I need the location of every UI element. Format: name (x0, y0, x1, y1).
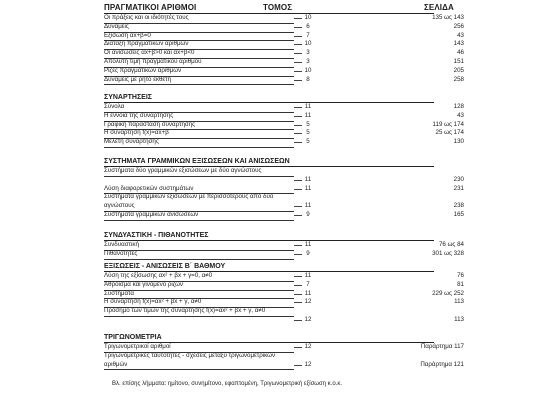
entry-list (104, 103, 464, 147)
entry-page: 25 ως 174 (435, 129, 464, 137)
footer-note: Βλ. επίσης λήμματα: ημίτονο, συνημίτονο, εφαπτομένη, Τριγωνομετρική εξίσωση κ.ο.κ. (112, 381, 343, 387)
index-section (104, 93, 464, 147)
index-section (104, 157, 464, 220)
index-entry (104, 280, 464, 290)
entry-list (104, 167, 464, 220)
entry-volume: 7 (306, 31, 310, 39)
index-entry (104, 103, 464, 112)
entry-page: 119 ως 174 (432, 120, 464, 128)
entry-volume: 11 (304, 103, 312, 110)
leader-line (294, 125, 302, 126)
entry-volume: 11 (304, 184, 312, 192)
entry-topic: Λύση διαφορετικών συστημάτων (104, 185, 294, 195)
index-section (104, 14, 464, 84)
entry-topic: Τριγωνομετρικές ταυτότητες - σχέσεις μεταξύ τριγωνομετρικών αριθμών (104, 352, 294, 371)
header-volume-label: ΤΟΜΟΣ (263, 3, 293, 12)
index-entry (104, 49, 464, 58)
entry-page: 165 (453, 210, 464, 218)
leader-line (294, 53, 302, 54)
index-entry (104, 307, 464, 325)
leader-line (294, 347, 302, 348)
entry-volume: 11 (304, 175, 312, 183)
index-section (104, 231, 464, 259)
entry-page: 43 (457, 31, 464, 39)
entry-volume: 12 (304, 298, 312, 306)
entry-page: 230 (453, 175, 464, 183)
index-section (104, 262, 464, 325)
entry-page: 113 (454, 315, 464, 323)
leader-line (294, 44, 302, 45)
entry-page: 143 (453, 40, 464, 48)
entry-page: 43 (457, 111, 464, 119)
leader-line (294, 302, 302, 303)
entry-topic: Η έννοια της συνάρτησης (104, 112, 294, 122)
entry-volume: 10 (304, 14, 312, 21)
index-entry (104, 120, 464, 130)
index-entry (104, 129, 464, 138)
section-title: ΤΡΙΓΩΝΟΜΕΤΡΙΑ (104, 334, 162, 341)
entry-volume: 10 (304, 40, 312, 48)
entry-volume: 5 (306, 129, 310, 137)
entry-topic: Πρόσημο των τιμών της συνάρτησης f(x)=αx² + βx + γ, α≠0 (104, 307, 294, 317)
entry-volume: 11 (304, 272, 312, 279)
leader-line (294, 254, 302, 255)
index-entry (104, 193, 464, 211)
entry-topic: Συστήματα γραμμικών ανισώσεων (104, 211, 294, 221)
entry-topic: Η συνάρτηση f(x)=αx² + βx + γ, α≠0 (104, 298, 294, 308)
index-entry (104, 66, 464, 76)
entry-volume: 9 (306, 210, 310, 218)
entry-topic: Μελέτη συνάρτησης (104, 138, 294, 148)
index-entry (104, 241, 464, 250)
index-entry (104, 31, 464, 41)
index-entry (104, 289, 464, 299)
section-title: ΕΞΙΣΩΣΕΙΣ - ΑΝΙΣΩΣΕΙΣ Β΄ ΒΑΘΜΟΥ (104, 263, 226, 270)
entry-topic: Λύση της εξίσωσης αx² + βx + γ=0, α≠0 (104, 272, 294, 282)
entry-volume: 5 (306, 120, 310, 128)
entry-volume: 11 (304, 202, 312, 210)
entry-volume: 7 (306, 280, 310, 288)
leader-line (294, 107, 302, 108)
entry-page: 258 (453, 75, 464, 83)
entry-page: 229 ως 252 (432, 289, 464, 297)
entry-topic: Συνδυαστική (104, 241, 294, 251)
leader-line (294, 245, 302, 246)
entry-topic: Ρίζες πραγματικών αριθμών (104, 67, 294, 77)
leader-line (294, 36, 302, 37)
leader-line (294, 189, 302, 190)
entry-list (104, 241, 464, 259)
index-entry (104, 167, 464, 185)
entry-page: 135 ως 143 (432, 14, 464, 21)
entry-topic: Η συνάρτηση f(x)=αx+β (104, 129, 294, 139)
header-page-label: ΣΕΛΙΔΑ (424, 3, 454, 12)
entry-list (104, 14, 464, 84)
entry-page: 76 ως 84 (438, 241, 464, 248)
leader-line (294, 27, 302, 28)
entry-volume: 11 (304, 289, 312, 297)
entry-page: Παράρτημα 121 (420, 360, 464, 368)
entry-topic: Συστήματα δύο γραμμικών εξισώσεων με δύο αγνώστους (104, 167, 294, 177)
leader-line (294, 206, 302, 207)
entry-volume: 12 (304, 343, 312, 350)
entry-topic: Διάταξη πραγματικών αριθμών (104, 40, 294, 50)
index-entry (104, 40, 464, 49)
entry-volume: 3 (306, 49, 310, 57)
leader-line (294, 365, 302, 366)
entry-page: 231 (453, 184, 464, 192)
entry-page: 130 (453, 138, 464, 146)
entry-page: 301 ως 328 (432, 249, 464, 257)
entry-volume: 11 (304, 241, 312, 248)
entry-topic: Συστήματα γραμμικών εξισώσεων με περισσότερους από δύο αγνώστους (104, 193, 294, 212)
entry-topic: Οι ανισώσεις αx+β>0 και αx+β<0 (104, 49, 294, 59)
section-title: ΣΥΝΑΡΤΗΣΕΙΣ (104, 94, 152, 101)
entry-page: 81 (457, 280, 464, 288)
entry-topic: Σύνολα (104, 103, 294, 113)
leader-line (294, 294, 302, 295)
entry-volume: 3 (306, 57, 310, 65)
header-title: ΠΡΑΓΜΑΤΙΚΟΙ ΑΡΙΘΜΟΙ (104, 3, 197, 12)
leader-line (294, 180, 302, 181)
entry-page: 151 (453, 57, 464, 65)
leader-line (294, 18, 302, 19)
index-entry (104, 351, 464, 370)
index-entry (104, 111, 464, 121)
leader-line (294, 215, 302, 216)
entry-volume: 11 (304, 111, 312, 119)
index-section (104, 333, 464, 369)
entry-volume: 9 (306, 249, 310, 257)
leader-line (294, 142, 302, 143)
index-entry (104, 210, 464, 220)
index-entry (104, 184, 464, 194)
entry-topic: Τριγωνομετρικοί αριθμοί (104, 343, 294, 353)
index-entry (104, 75, 464, 85)
index-entry (104, 138, 464, 147)
leader-line (294, 320, 302, 321)
entry-topic: Εξίσωση αx+β=0 (104, 32, 294, 42)
entry-list (104, 343, 464, 369)
entry-page: 205 (453, 66, 464, 74)
leader-line (294, 276, 302, 277)
entry-page: 113 (454, 298, 464, 306)
leader-line (294, 71, 302, 72)
leader-line (294, 116, 302, 117)
entry-list (104, 272, 464, 325)
entry-topic: Δυνάμεις (104, 23, 294, 33)
index-entry (104, 343, 464, 352)
entry-topic: Άθροισμα και γινόμενο ριζών (104, 281, 294, 291)
entry-topic: Συστήματα (104, 290, 294, 300)
index-entry (104, 249, 464, 259)
leader-line (294, 80, 302, 81)
section-title: ΣΥΝΔΥΑΣΤΙΚΗ - ΠΙΘΑΝΟΤΗΤΕΣ (104, 232, 209, 239)
entry-topic: Πιθανότητες (104, 250, 294, 260)
index-entry (104, 22, 464, 32)
entry-topic: Δυνάμεις με ρητό εκθέτη (104, 76, 294, 86)
entry-page: 128 (453, 103, 464, 110)
section-title: ΣΥΣΤΗΜΑΤΑ ΓΡΑΜΜΙΚΩΝ ΕΞΙΣΩΣΕΩΝ ΚΑΙ ΑΝΙΣΩΣΕΩΝ (104, 158, 290, 165)
entry-volume: 8 (306, 75, 310, 83)
entry-page: Παράρτημα 117 (420, 343, 464, 350)
entry-page: 46 (457, 49, 464, 57)
entry-volume: 12 (304, 315, 312, 323)
entry-topic: Απόλυτη τιμή πραγματικού αριθμού (104, 58, 294, 68)
entry-topic: Οι πράξεις και οι ιδιότητές τους (104, 14, 294, 24)
entry-volume: 10 (304, 66, 312, 74)
entry-topic: Γραφική παράσταση συνάρτησης (104, 121, 294, 131)
entry-page: 76 (457, 272, 464, 279)
index-entry (104, 272, 464, 281)
entry-volume: 12 (304, 360, 312, 368)
index-entry (104, 298, 464, 307)
entry-volume: 6 (306, 22, 310, 30)
index-entry (104, 57, 464, 67)
index-entry (104, 14, 464, 23)
entry-page: 256 (453, 22, 464, 30)
leader-line (294, 62, 302, 63)
entry-volume: 5 (306, 138, 310, 146)
leader-line (294, 133, 302, 134)
entry-page: 238 (453, 202, 464, 210)
leader-line (294, 285, 302, 286)
